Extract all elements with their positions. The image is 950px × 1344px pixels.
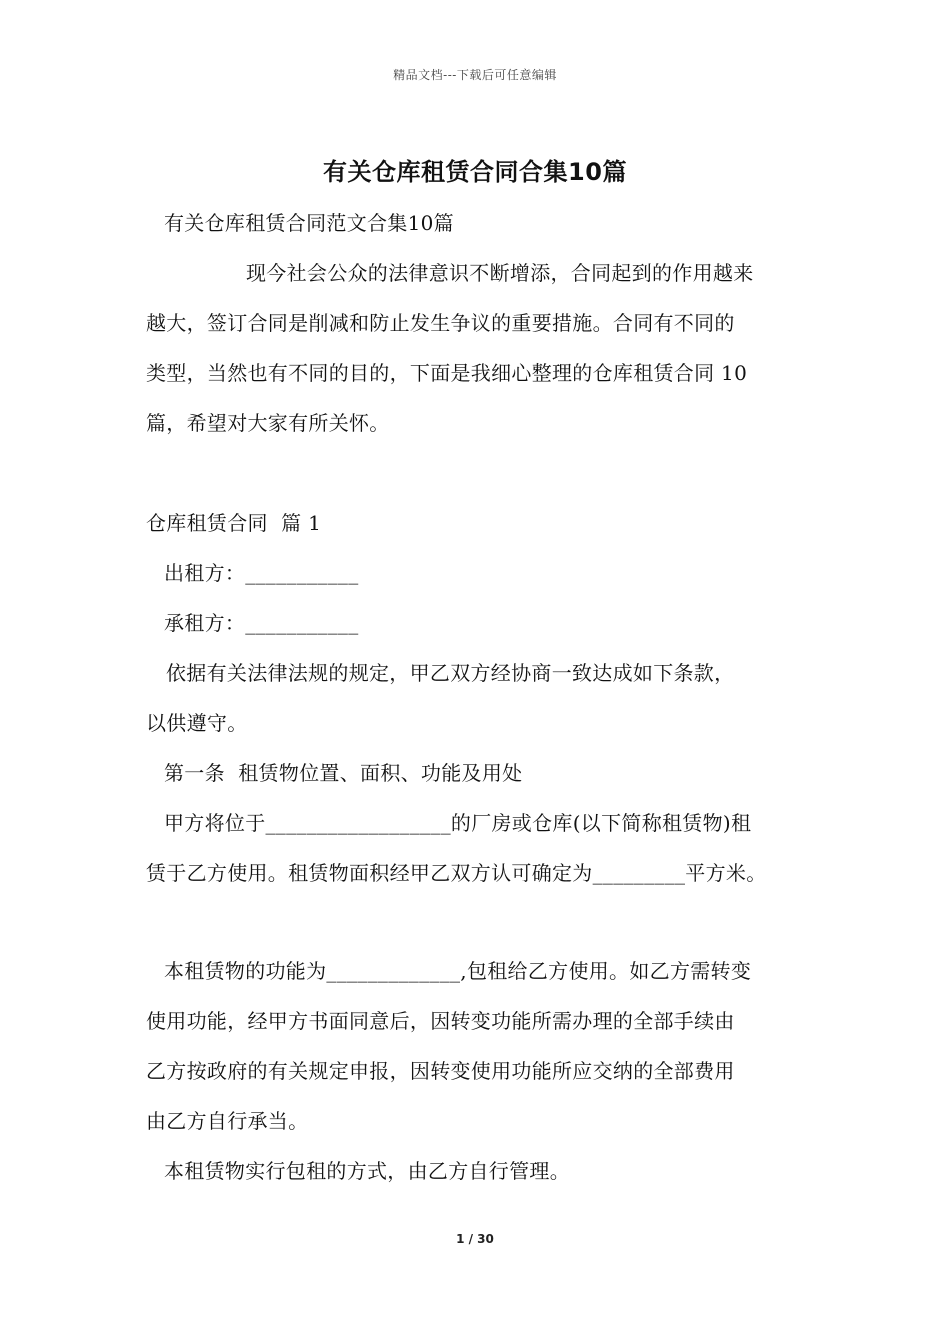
article1-title: 第一条 租赁物位置、面积、功能及用处 bbox=[164, 761, 523, 785]
section-title: 仓库租赁合同 篇 1 bbox=[146, 511, 322, 535]
intro-line-2: 越大，签订合同是削减和防止发生争议的重要措施。合同有不同的 bbox=[146, 311, 735, 335]
intro-line-3: 类型，当然也有不同的目的，下面是我细心整理的仓库租赁合同 10 bbox=[146, 361, 748, 385]
intro-line-4: 篇，希望对大家有所关怀。 bbox=[146, 411, 390, 435]
clause-intro-line-1: 依据有关法律法规的规定，甲乙双方经协商一致达成如下条款， bbox=[166, 661, 735, 685]
function-line-4: 由乙方自行承当。 bbox=[146, 1109, 309, 1133]
function-line-3: 乙方按政府的有关规定申报，因转变使用功能所应交纳的全部费用 bbox=[146, 1059, 735, 1083]
intro-line-1: 现今社会公众的法律意识不断增添，合同起到的作用越来 bbox=[246, 261, 754, 285]
management-line: 本租赁物实行包租的方式，由乙方自行管理。 bbox=[164, 1159, 570, 1183]
function-line-1: 本租赁物的功能为_____________,包租给乙方使用。如乙方需转变 bbox=[164, 959, 752, 983]
clause-intro-line-2: 以供遵守。 bbox=[146, 711, 248, 735]
lessee-line: 承租方：___________ bbox=[164, 611, 359, 635]
article1-line-1: 甲方将位于__________________的厂房或仓库(以下简称租赁物)租 bbox=[164, 811, 752, 835]
document-subtitle: 有关仓库租赁合同范文合集10篇 bbox=[164, 211, 454, 235]
lessor-line: 出租方：___________ bbox=[164, 561, 359, 585]
header-note: 精品文档---下载后可任意编辑 bbox=[393, 68, 557, 82]
page-number: 1 / 30 bbox=[456, 1232, 494, 1246]
article1-line-2: 赁于乙方使用。租赁物面积经甲乙双方认可确定为_________平方米。 bbox=[146, 861, 767, 885]
document-title: 有关仓库租赁合同合集10篇 bbox=[323, 158, 627, 186]
function-line-2: 使用功能，经甲方书面同意后，因转变功能所需办理的全部手续由 bbox=[146, 1009, 735, 1033]
